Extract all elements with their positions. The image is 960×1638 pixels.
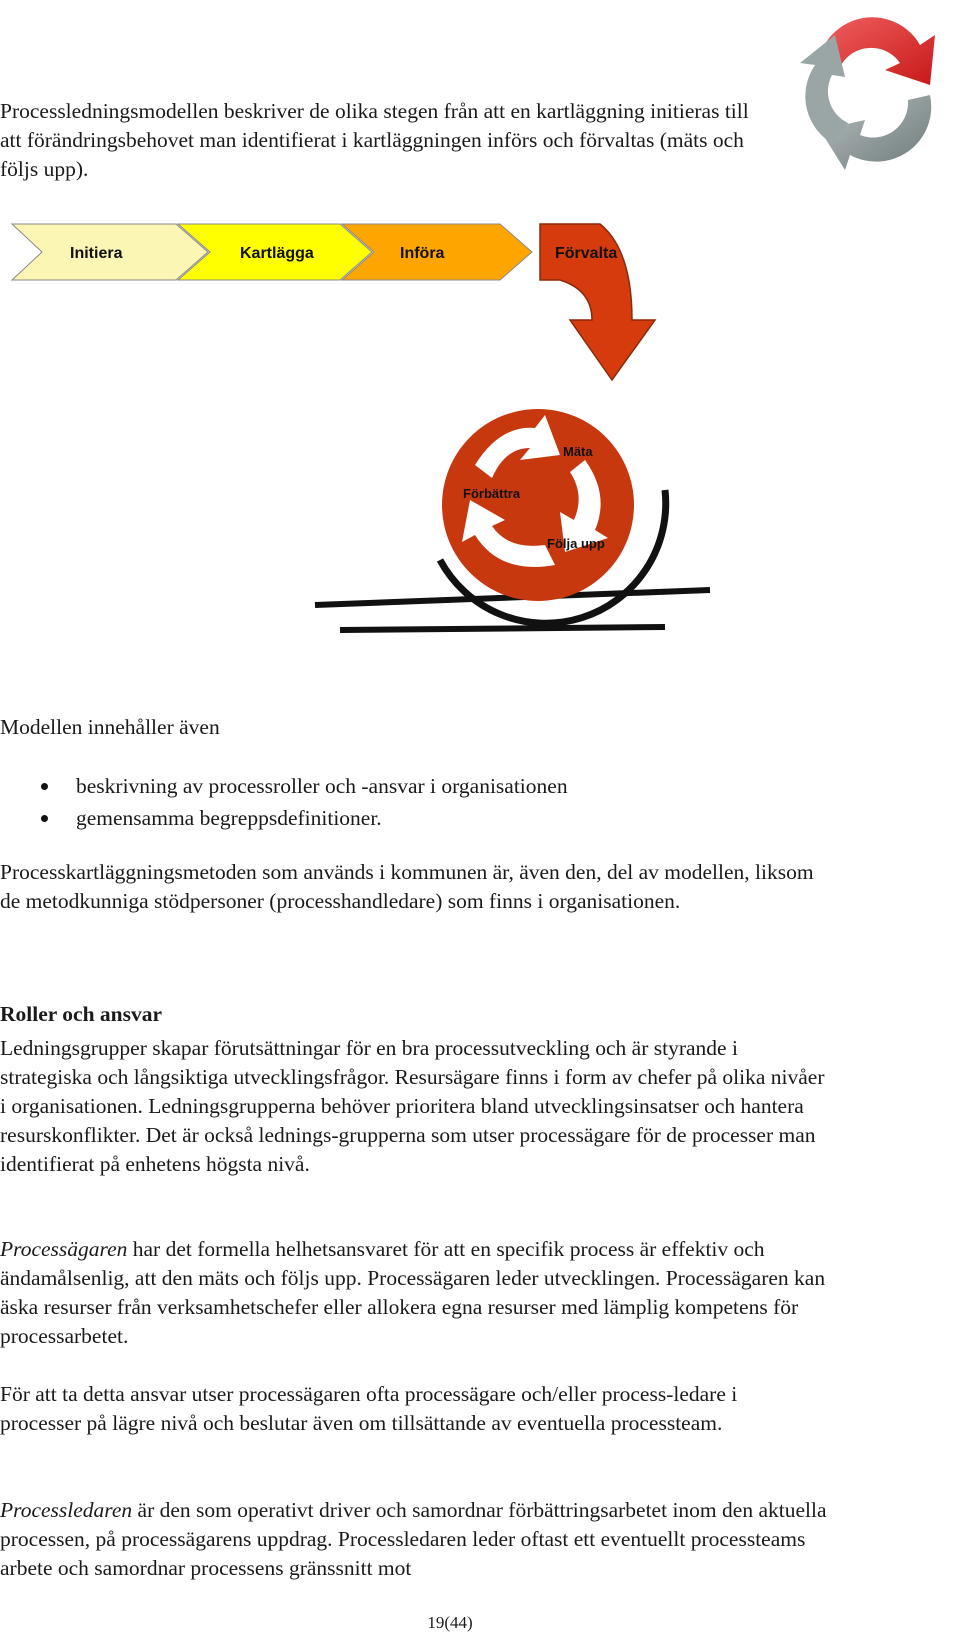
bullet-list <box>30 770 568 834</box>
step-label-kartlagga: Kartlägga <box>240 245 314 262</box>
intro-paragraph: Processledningsmodellen beskriver de olika stegen från att en kartläggning initieras till att förändringsbehovet man identifierat i kartläggningen införs och förvaltas (mäts och följs upp). <box>0 99 749 181</box>
bullet-icon <box>41 815 48 822</box>
process-diagram <box>0 220 720 650</box>
step-label-infora: Införa <box>400 245 445 262</box>
ground-line-lower <box>340 627 665 630</box>
model-intro: Modellen innehåller även <box>0 715 220 739</box>
leader-paragraph: Processledaren är den som operativt driver och samordnar förbättringsarbetet inom den aktuella processen, på processägarens uppdrag. Processledaren leder oftast ett eventuellt processteams arbete och samordnar processens gränssnitt mot <box>0 1498 827 1580</box>
list-item: beskrivning av processroller och -ansvar i organisationen <box>30 770 568 802</box>
step-label-forvalta: Förvalta <box>555 245 618 262</box>
owner-paragraph: Processägaren har det formella helhetsansvaret för att en specifik process är effektiv och ändamålsenlig, att den mäts och följs upp. Processägaren leder utvecklingen. Processägaren kan äska resurser från verksamhetschefer eller allokera egna resurser med lämplig kompetens för processarbetet. <box>0 1237 826 1348</box>
cycle-label-folja-upp: Följa upp <box>547 536 605 551</box>
owner-term: Processägaren <box>0 1237 128 1261</box>
delegate-paragraph: För att ta detta ansvar utser processägaren ofta processägare och/eller process-ledare i processer på lägre nivå och beslutar även om tillsättande av eventuella processteam. <box>0 1382 738 1435</box>
leader-term: Processledaren <box>0 1498 133 1522</box>
cycle-label-mata: Mäta <box>563 444 593 459</box>
page-number: 19(44) <box>427 1613 473 1632</box>
list-item: gemensamma begreppsdefinitioner. <box>30 802 568 834</box>
method-paragraph: Processkartläggningsmetoden som används i kommunen är, även den, del av modellen, liksom de metodkunniga stödpersoner (processhandledare) som finns i organisationen. <box>0 860 814 913</box>
roles-paragraph: Ledningsgrupper skapar förutsättningar för en bra processutveckling och är styrande i strategiska och långsiktiga utvecklingsfrågor. Resursägare finns i form av chefer på olika nivåer i organisationen. Ledningsgrupperna behöver prioritera bland utvecklingsinsatser och hantera resurskonflikter. Det är också lednings-grupperna som utser processägare för de processer man identifierat på enhetens högsta nivå. <box>0 1036 825 1176</box>
cycle-logo-icon <box>790 5 955 175</box>
step-label-initiera: Initiera <box>70 245 123 262</box>
cycle-label-forbattra: Förbättra <box>463 486 521 501</box>
bullet-icon <box>41 783 48 790</box>
section-heading: Roller och ansvar <box>0 1002 163 1026</box>
